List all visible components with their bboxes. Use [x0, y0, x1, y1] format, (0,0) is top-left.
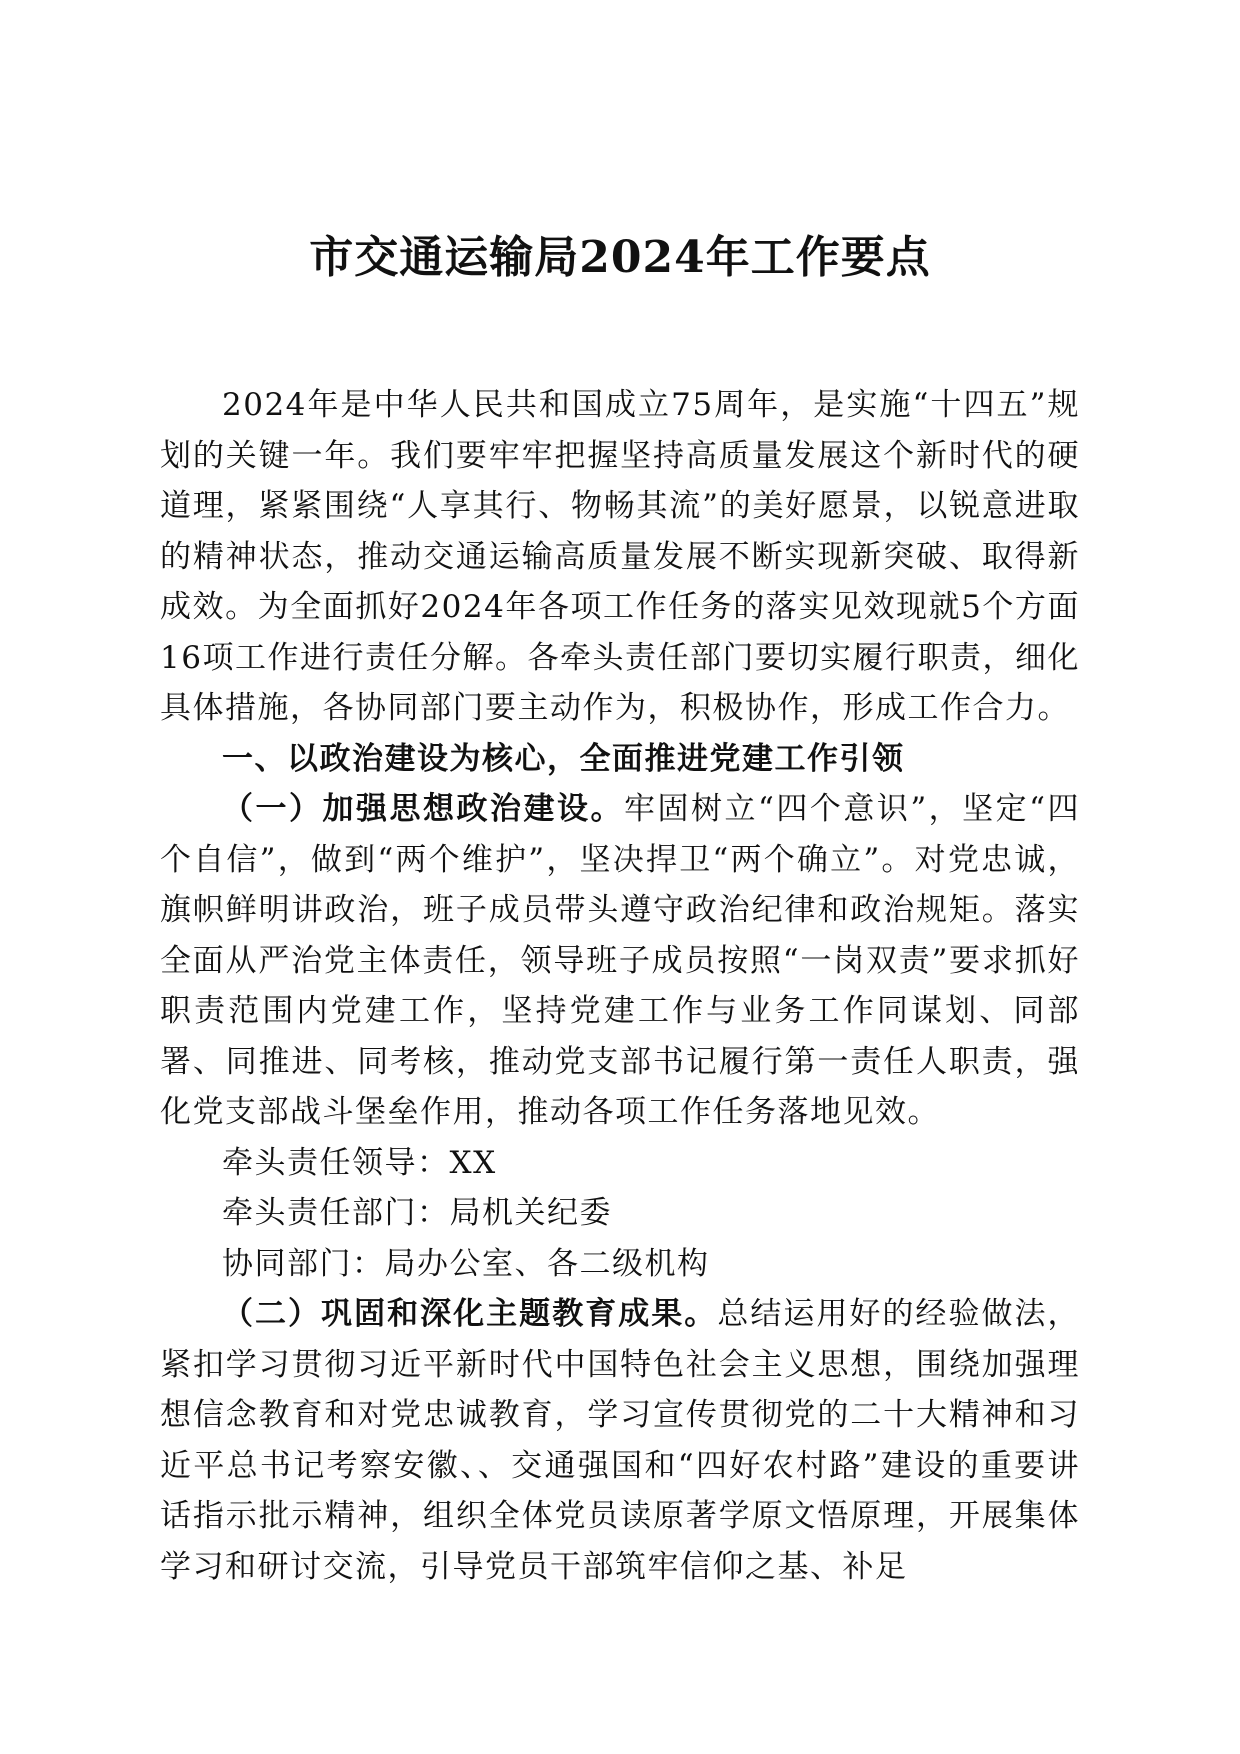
item-text: 总结运用好的经验做法，紧扣学习贯彻习近平新时代中国特色社会主义思想，围绕加强理想信念教育和对党忠诚教育，学习宣传贯彻党的二十大精神和习近平总书记考察安徽、、交通强国和“四好农村路”建设的重要讲话指示批示精神，组织全体党员读原著学原文悟原理，开展集体学习和研讨交流，引导党员干部筑牢信仰之基、补足 — [160, 1296, 1081, 1585]
section-heading: 一、以政治建设为核心，全面推进党建工作引领 — [222, 740, 905, 777]
item-paragraph — [160, 784, 1080, 1138]
intro-paragraph: 2024年是中华人民共和国成立75周年，是实施“十四五”规划的关键一年。我们要牢牢把握坚持高质量发展这个新时代的硬道理，紧紧围绕“人享其行、物畅其流”的美好愿景，以锐意进取的精神状态，推动交通运输高质量发展不断实现新突破、取得新成效。为全面抓好2024年各项工作任务的落实见效现就5个方面16项工作进行责任分解。各牵头责任部门要切实履行职责，细化具体措施，各协同部门要主动作为，积极协作，形成工作合力。 — [160, 387, 1080, 726]
document-body — [160, 380, 1080, 1592]
item-lead: （一）加强思想政治建设。 — [222, 791, 624, 827]
cooperating-departments: 协同部门：局办公室、各二级机构 — [222, 1245, 710, 1282]
item-paragraph — [160, 1289, 1080, 1592]
responsible-leader: 牵头责任领导：XX — [222, 1144, 497, 1181]
responsible-department: 牵头责任部门：局机关纪委 — [222, 1195, 612, 1231]
item-lead: （二）巩固和深化主题教育成果。 — [222, 1296, 718, 1332]
document-title: 市交通运输局2024年工作要点 — [309, 232, 931, 283]
item-text: 牢固树立“四个意识”，坚定“四个自信”，做到“两个维护”，坚决捍卫“两个确立”。对党忠诚，旗帜鲜明讲政治，班子成员带头遵守政治纪律和政治规矩。落实全面从严治党主体责任，领导班子成员按照“一岗双责”要求抓好职责范围内党建工作，坚持党建工作与业务工作同谋划、同部署、同推进、同考核，推动党支部书记履行第一责任人职责，强化党支部战斗堡垒作用，推动各项工作任务落地见效。 — [160, 791, 1081, 1130]
